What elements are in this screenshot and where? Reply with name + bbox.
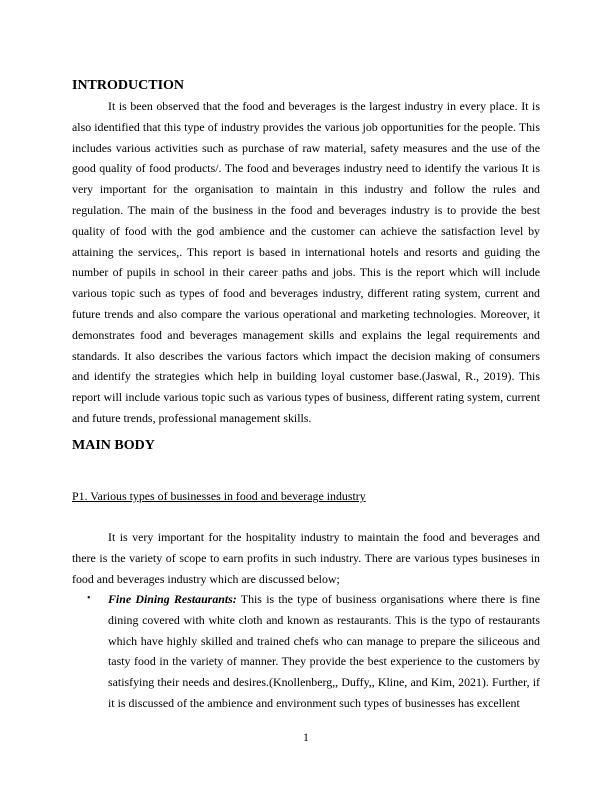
main-body-heading: MAIN BODY <box>72 438 155 453</box>
bullet-icon: • <box>87 593 91 604</box>
bullet-term: Fine Dining Restaurants: <box>108 592 237 606</box>
introduction-paragraph: It is been observed that the food and beverages is the largest industry in every place. It is also identified that this type of industry provides the various job opportunities for the people. This includes various activities such as purchase of raw material, safety measures and the use of the good quality of food products/. The food and beverages industry need to identify the various It is very important for the organisation to maintain in this industry and follow the rules and regulation. The main of the business in the food and beverages industry is to provide the best quality of food with the god ambience and the customer can achieve the satisfaction level by attaining the services,. This report is based in international hotels and resorts and guiding the number of pupils in school in their career paths and jobs. This is the report which will include various topic such as types of food and beverages industry, different rating system, current and future trends and also compare the various operational and marketing technologies. Moreover, it demonstrates food and beverages management skills and explains the legal requirements and standards. It also describes the various factors which impact the decision making of consumers and identify the strategies which help in building loyal customer base.(Jaswal, R., 2019). This report will include various topic such as various types of business, different rating system, current and future trends, professional management skills. <box>72 99 540 425</box>
section-subheading: P1. Various types of businesses in food and beverage industry <box>72 489 366 503</box>
main-body-paragraph: It is very important for the hospitality industry to maintain the food and beverages and there is the variety of scope to earn profits in such industry. There are various types busineses in food and beverages industry which are discussed below; <box>72 530 540 586</box>
introduction-heading: INTRODUCTION <box>72 78 185 93</box>
page-number: 1 <box>303 730 309 744</box>
bullet-text: This is the type of business organisations where there is fine dining covered with white cloth and known as restaurants. This is the typo of restaurants which have highly skilled and trained chefs who can manage to prepare the siliceous and tasty food in the variety of manner. They provide the best experience to the customers by satisfying their needs and desires.(Knollenberg,, Duffy,, Kline, and Kim, 2021). Further, if it is discussed of the ambience and environment such types of businesses has excellent <box>108 592 540 710</box>
list-item <box>72 589 540 714</box>
business-types-list <box>72 589 540 714</box>
